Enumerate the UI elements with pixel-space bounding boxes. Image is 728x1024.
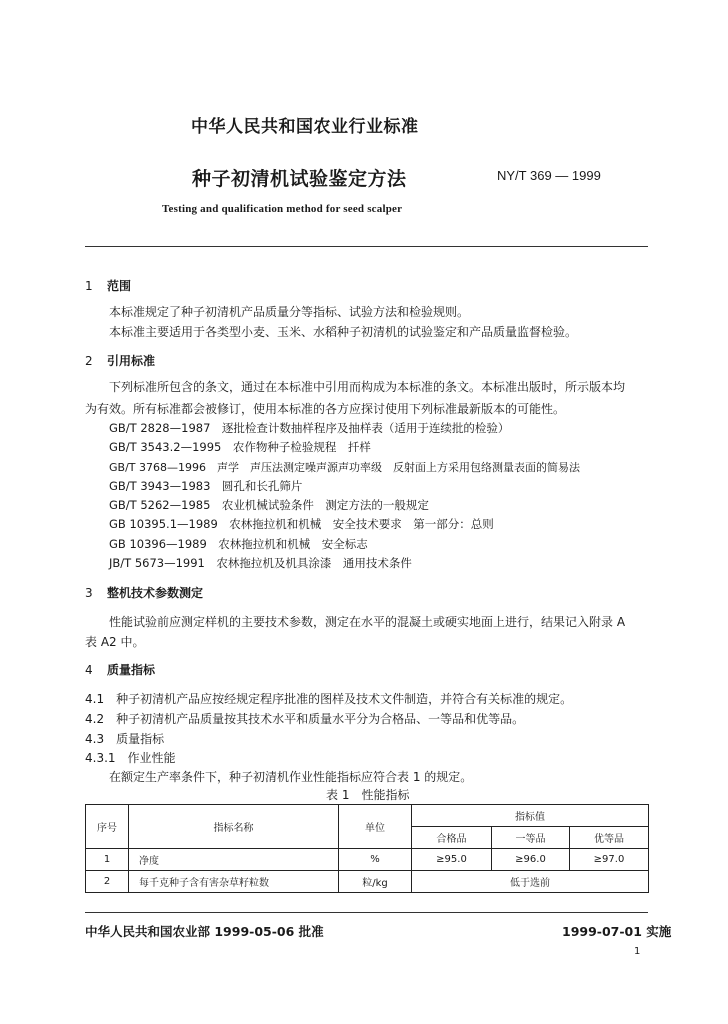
table-row	[86, 849, 649, 871]
clause-4-3-1-text: 在额定生产率条件下，种子初清机作业性能指标应符合表 1 的规定。	[109, 770, 473, 784]
performance-table	[85, 804, 649, 893]
section-4-title: 质量指标	[107, 663, 156, 677]
section-1-title: 范围	[107, 279, 132, 293]
footer-divider	[85, 912, 648, 913]
header-best: 优等品	[570, 827, 649, 849]
section-4-heading	[85, 661, 155, 678]
table-caption: 表 1 性能指标	[326, 788, 410, 802]
section-3-number: 3	[85, 586, 93, 600]
cell-best: ≥97.0	[570, 849, 649, 871]
cell-name: 每千克种子含有害杂草籽粒数	[129, 871, 339, 893]
section-1-heading	[85, 277, 131, 294]
header-first: 一等品	[492, 827, 570, 849]
header-unit: 单位	[339, 805, 412, 849]
section-2-heading	[85, 352, 155, 369]
document-title: 种子初清机试验鉴定方法	[192, 168, 407, 190]
section-3-heading	[85, 584, 203, 601]
reference-item: GB/T 3543.2—1995 农作物种子检验规程 扦样	[109, 440, 371, 454]
cell-unit: %	[339, 849, 412, 871]
cell-unit: 粒/kg	[339, 871, 412, 893]
reference-item: GB/T 3768—1996 声学 声压法测定噪声源声功率级 反射面上方采用包络测量表面的简易法	[109, 461, 580, 474]
clause-4-1: 4.1 种子初清机产品应按经规定程序批准的图样及技术文件制造，并符合有关标准的规定。	[85, 692, 573, 706]
section-2-para-line-2: 为有效。所有标准都会被修订，使用本标准的各方应探讨使用下列标准最新版本的可能性。	[85, 402, 566, 416]
section-3-title: 整机技术参数测定	[107, 586, 204, 600]
section-1-para-2: 本标准主要适用于各类型小麦、玉米、水稻种子初清机的试验鉴定和产品质量监督检验。	[109, 325, 578, 339]
clause-4-3: 4.3 质量指标	[85, 732, 165, 746]
section-4-number: 4	[85, 663, 93, 677]
reference-item: GB/T 2828—1987 逐批检查计数抽样程序及抽样表（适用于连续批的检验）	[109, 421, 510, 435]
page-number: 1	[634, 946, 641, 957]
header-pass: 合格品	[412, 827, 492, 849]
section-3-para-line-2: 表 A2 中。	[85, 635, 145, 649]
clause-4-3-1: 4.3.1 作业性能	[85, 751, 176, 765]
standard-code: NY/T 369 — 1999	[497, 168, 601, 183]
header-name: 指标名称	[129, 805, 339, 849]
reference-item: GB 10395.1—1989 农林拖拉机和机械 安全技术要求 第一部分：总则	[109, 517, 494, 531]
reference-item: JB/T 5673—1991 农林拖拉机及机具涂漆 通用技术条件	[109, 556, 412, 570]
section-2-title: 引用标准	[107, 354, 156, 368]
clause-4-2: 4.2 种子初清机产品质量按其技术水平和质量水平分为合格品、一等品和优等品。	[85, 712, 525, 726]
table-row	[86, 871, 649, 893]
cell-first: ≥96.0	[492, 849, 570, 871]
implementation-date: 1999-07-01 实施	[562, 924, 672, 939]
cell-seq: 1	[86, 849, 129, 871]
cell-seq: 2	[86, 871, 129, 893]
cell-name: 净度	[129, 849, 339, 871]
header-value: 指标值	[412, 805, 649, 827]
header-seq: 序号	[86, 805, 129, 849]
cell-merged-value: 低于选前	[412, 871, 649, 893]
issuing-organization: 中华人民共和国农业行业标准	[191, 117, 419, 137]
english-title: Testing and qualification method for seed scalper	[162, 203, 403, 215]
section-1-number: 1	[85, 279, 93, 293]
section-1-para-1: 本标准规定了种子初清机产品质量分等指标、试验方法和检验规则。	[109, 305, 470, 319]
table-header-row	[86, 805, 649, 827]
cell-pass: ≥95.0	[412, 849, 492, 871]
section-2-para-line-1: 下列标准所包含的条文，通过在本标准中引用而构成为本标准的条文。本标准出版时，所示版本均	[109, 380, 626, 394]
approval-line: 中华人民共和国农业部 1999-05-06 批准	[85, 924, 324, 939]
reference-item: GB 10396—1989 农林拖拉机和机械 安全标志	[109, 537, 368, 551]
reference-item: GB/T 5262—1985 农业机械试验条件 测定方法的一般规定	[109, 498, 429, 512]
reference-item: GB/T 3943—1983 圆孔和长孔筛片	[109, 479, 303, 493]
section-3-para-line-1: 性能试验前应测定样机的主要技术参数，测定在水平的混凝土或硬实地面上进行，结果记入附录 A	[109, 615, 626, 629]
header-divider	[85, 246, 648, 247]
section-2-number: 2	[85, 354, 93, 368]
